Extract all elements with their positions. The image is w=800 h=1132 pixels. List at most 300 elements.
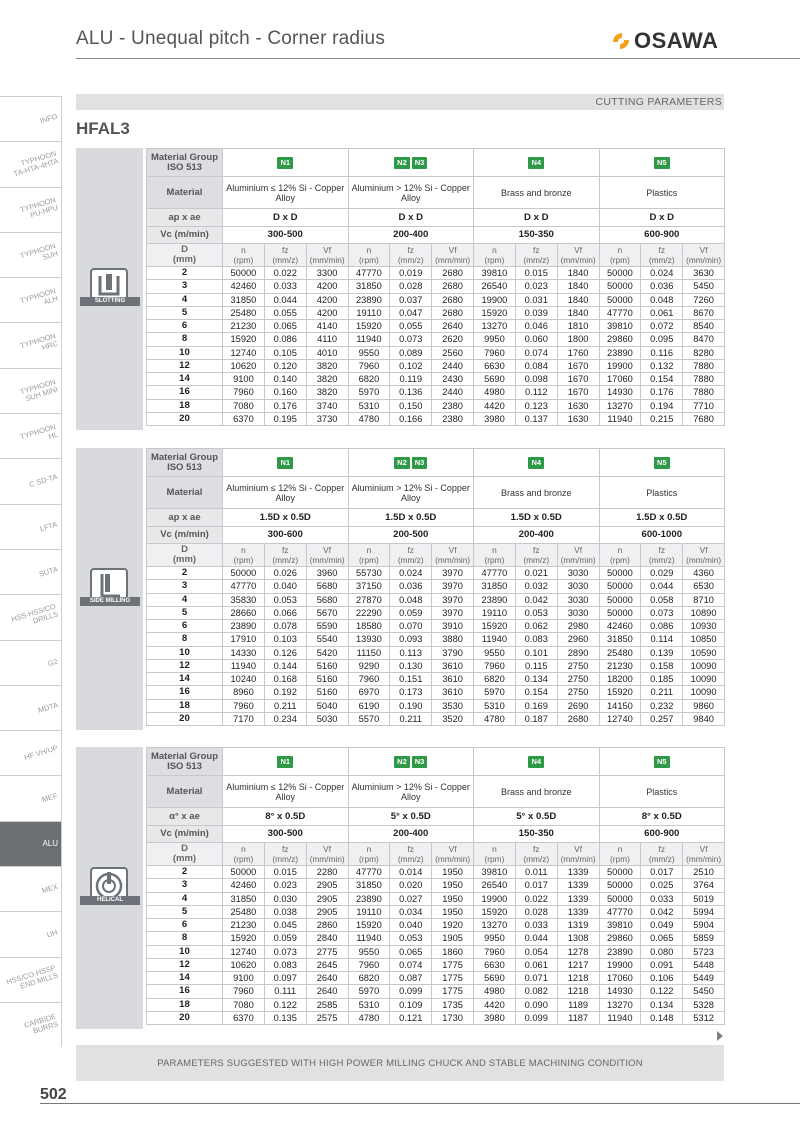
diameter-value: 12	[147, 659, 223, 672]
column-name: fz	[533, 545, 540, 555]
table-cell: 5328	[683, 998, 725, 1011]
tab-g2[interactable]	[0, 640, 62, 685]
table-row	[147, 620, 725, 633]
table-cell: 0.111	[264, 985, 306, 998]
table-cell: 23890	[348, 293, 390, 306]
table-cell: 2560	[432, 346, 474, 359]
table-cell: 3980	[474, 1011, 516, 1024]
operation-label: SIDE MILLING	[80, 597, 140, 606]
table-cell: 39810	[599, 919, 641, 932]
table-cell: 0.132	[641, 359, 683, 372]
tab-label: MEF	[41, 791, 59, 805]
table-cell: 21230	[599, 659, 641, 672]
iso-badge: N5	[654, 756, 670, 768]
diameter-value: 5	[147, 606, 223, 619]
table-cell: 25480	[223, 306, 265, 319]
material-name: Aluminium ≤ 12% Si - Copper Alloy	[223, 477, 349, 509]
table-cell: 8280	[683, 346, 725, 359]
table-cell: 7680	[683, 412, 725, 425]
column-header	[641, 244, 683, 267]
table-cell: 0.176	[641, 386, 683, 399]
table-row	[147, 386, 725, 399]
table-cell: 0.023	[264, 879, 306, 892]
diameter-unit: (mm)	[172, 254, 197, 265]
table-cell: 3820	[306, 373, 348, 386]
table-cell: 50000	[599, 593, 641, 606]
column-unit: (mm/min)	[686, 255, 722, 265]
column-unit: (mm/z)	[397, 854, 424, 864]
table-cell: 7960	[348, 958, 390, 971]
table-row	[147, 280, 725, 293]
table-cell: 0.038	[264, 905, 306, 918]
table-row	[147, 879, 725, 892]
material-name: Plastics	[599, 776, 725, 808]
table-cell: 0.059	[390, 606, 432, 619]
tab-lfta[interactable]	[0, 504, 62, 549]
column-unit: (mm/min)	[686, 854, 722, 864]
material-group-cell	[599, 449, 725, 477]
table-cell: 19900	[599, 359, 641, 372]
column-unit: (rpm)	[359, 255, 379, 265]
vc-value: 300-600	[223, 527, 349, 544]
table-cell: 0.037	[390, 293, 432, 306]
table-cell: 2380	[432, 399, 474, 412]
column-name: Vf	[323, 844, 331, 854]
table-cell: 4110	[306, 333, 348, 346]
page-title: ALU - Unequal pitch - Corner radius	[76, 28, 386, 49]
table-cell: 7710	[683, 399, 725, 412]
table-cell: 10090	[683, 659, 725, 672]
table-cell: 6370	[223, 412, 265, 425]
banner-text: CUTTING PARAMETERS	[595, 96, 722, 108]
tab-carbide[interactable]	[0, 1002, 62, 1047]
iso-badge: N2	[394, 756, 410, 768]
table-cell: 13270	[474, 320, 516, 333]
table-cell: 0.116	[641, 346, 683, 359]
table-cell: 2640	[432, 320, 474, 333]
table-cell: 0.211	[390, 712, 432, 725]
table-cell: 2645	[306, 958, 348, 971]
table-cell: 39810	[599, 320, 641, 333]
table-row	[147, 958, 725, 971]
table-cell: 1217	[557, 958, 599, 971]
table-row	[147, 306, 725, 319]
header-divider	[76, 58, 800, 59]
table-cell: 50000	[599, 879, 641, 892]
table-cell: 0.065	[264, 320, 306, 333]
table-cell: 0.084	[515, 359, 557, 372]
column-unit: (mm/z)	[397, 255, 424, 265]
tab-typhoon[interactable]	[0, 322, 62, 367]
table-cell: 1189	[557, 998, 599, 1011]
tab-label: TYPHOON PU-HPU	[19, 195, 60, 221]
column-unit: (rpm)	[233, 854, 254, 864]
table-cell: 15920	[599, 686, 641, 699]
table-cell: 8710	[683, 593, 725, 606]
table-cell: 0.160	[264, 386, 306, 399]
table-cell: 2575	[306, 1011, 348, 1024]
table-cell: 19900	[474, 892, 516, 905]
table-cell: 0.135	[264, 1011, 306, 1024]
table-cell: 0.086	[641, 620, 683, 633]
tab-typhoon[interactable]	[0, 187, 62, 232]
table-cell: 0.044	[641, 580, 683, 593]
table-cell: 6530	[683, 580, 725, 593]
table-cell: 5723	[683, 945, 725, 958]
material-group-cell	[223, 748, 349, 776]
tab-typhoon[interactable]	[0, 141, 62, 186]
column-name: fz	[658, 844, 665, 854]
table-cell: 1339	[557, 879, 599, 892]
table-cell: 5570	[348, 712, 390, 725]
table-cell: 0.168	[264, 673, 306, 686]
table-cell: 4010	[306, 346, 348, 359]
tab-mdta[interactable]	[0, 685, 62, 730]
tab-mex[interactable]	[0, 866, 62, 911]
tab-label: TYPHOON ALH	[19, 285, 60, 307]
table-cell: 0.083	[515, 633, 557, 646]
table-cell: 2840	[306, 932, 348, 945]
tab-label: LFTA	[39, 519, 59, 534]
depth-value: 1.5D x 0.5D	[599, 509, 725, 527]
table-cell: 1218	[557, 985, 599, 998]
table-cell: 0.017	[515, 879, 557, 892]
diameter-value: 3	[147, 580, 223, 593]
tab-suta[interactable]	[0, 549, 62, 594]
column-header	[306, 244, 348, 267]
table-cell: 31850	[474, 580, 516, 593]
table-cell: 14930	[599, 985, 641, 998]
diameter-header	[147, 244, 223, 267]
column-header	[683, 843, 725, 866]
table-cell: 3820	[306, 359, 348, 372]
column-name: n	[241, 545, 246, 555]
material-label: Material	[147, 477, 223, 509]
table-cell: 0.121	[390, 1011, 432, 1024]
table-cell: 17910	[223, 633, 265, 646]
table-cell: 5312	[683, 1011, 725, 1024]
diameter-value: 20	[147, 712, 223, 725]
table-cell: 0.058	[641, 593, 683, 606]
table-cell: 2905	[306, 892, 348, 905]
column-unit: (rpm)	[233, 255, 254, 265]
table-cell: 17060	[599, 373, 641, 386]
column-header	[223, 544, 265, 567]
section-banner	[76, 94, 724, 110]
table-cell: 1775	[432, 972, 474, 985]
table-cell: 5680	[306, 593, 348, 606]
table-cell: 8540	[683, 320, 725, 333]
tab-label: MDTA	[36, 700, 59, 715]
cutting-parameters-table	[146, 747, 725, 1025]
column-name: Vf	[323, 545, 331, 555]
column-name: Vf	[574, 545, 583, 555]
osawa-logo-icon	[610, 30, 632, 52]
tab-alu[interactable]	[0, 821, 62, 866]
column-name: fz	[658, 245, 665, 255]
diameter-value: 4	[147, 293, 223, 306]
table-cell: 9840	[683, 712, 725, 725]
column-name: n	[241, 844, 246, 854]
table-cell: 14930	[599, 386, 641, 399]
column-header	[432, 544, 474, 567]
table-row	[147, 945, 725, 958]
table-cell: 5310	[474, 699, 516, 712]
tab-typhoon[interactable]	[0, 232, 62, 277]
column-unit: (rpm)	[484, 854, 505, 864]
column-name: n	[617, 844, 623, 854]
column-header	[264, 544, 306, 567]
tab-typhoon[interactable]	[0, 277, 62, 322]
column-name: fz	[282, 545, 289, 555]
series-title: HFAL3	[76, 119, 130, 138]
table-cell: 0.169	[515, 699, 557, 712]
table-cell: 0.136	[390, 386, 432, 399]
table-cell: 26540	[474, 280, 516, 293]
tab-info[interactable]	[0, 96, 62, 141]
vc-value: 200-400	[348, 826, 474, 843]
table-cell: 7960	[223, 386, 265, 399]
column-header	[515, 244, 557, 267]
diameter-value: 6	[147, 919, 223, 932]
diameter-value: 16	[147, 686, 223, 699]
table-cell: 2640	[306, 972, 348, 985]
column-name: Vf	[574, 245, 583, 255]
column-header	[223, 843, 265, 866]
cutting-parameters-table	[146, 148, 725, 426]
table-row	[147, 699, 725, 712]
table-cell: 5160	[306, 673, 348, 686]
table-cell: 1218	[557, 972, 599, 985]
table-cell: 0.019	[390, 267, 432, 280]
table-cell: 1278	[557, 945, 599, 958]
table-cell: 25480	[599, 646, 641, 659]
table-cell: 3030	[557, 606, 599, 619]
table-cell: 1670	[557, 359, 599, 372]
material-label: Material	[147, 177, 223, 209]
table-cell: 2680	[432, 267, 474, 280]
table-cell: 2510	[683, 866, 725, 879]
table-cell: 47770	[599, 306, 641, 319]
depth-value: 5° x 0.5D	[474, 808, 600, 826]
material-group-cell	[599, 149, 725, 177]
logo-text: OSAWA	[634, 28, 719, 53]
iso-badge: N1	[277, 457, 293, 469]
material-group-cell	[599, 748, 725, 776]
table-cell: 10930	[683, 620, 725, 633]
tab-label: HSS/CO-HSSP END MILLS	[5, 963, 60, 992]
table-cell: 7960	[474, 346, 516, 359]
column-unit: (rpm)	[610, 854, 630, 864]
table-cell: 0.151	[390, 673, 432, 686]
table-cell: 1670	[557, 373, 599, 386]
table-cell: 11940	[348, 333, 390, 346]
table-cell: 2440	[432, 386, 474, 399]
tab-hss-hss-co[interactable]	[0, 594, 62, 639]
table-cell: 2680	[432, 293, 474, 306]
table-cell: 0.083	[264, 958, 306, 971]
column-header	[474, 244, 516, 267]
table-row	[147, 359, 725, 372]
column-name: Vf	[574, 844, 583, 854]
table-cell: 47770	[348, 267, 390, 280]
table-cell: 5040	[306, 699, 348, 712]
table-cell: 0.119	[390, 373, 432, 386]
table-cell: 23890	[599, 945, 641, 958]
column-unit: (rpm)	[610, 555, 630, 565]
column-header	[641, 544, 683, 567]
table-cell: 10590	[683, 646, 725, 659]
table-cell: 4200	[306, 306, 348, 319]
material-group-label: Material Group ISO 513	[147, 149, 223, 177]
tab-hss-co-hssp[interactable]	[0, 957, 62, 1002]
column-name: n	[617, 245, 623, 255]
tab-typhoon[interactable]	[0, 413, 62, 458]
table-cell: 6370	[223, 1011, 265, 1024]
tab-typhoon[interactable]	[0, 368, 62, 413]
table-cell: 3610	[432, 659, 474, 672]
table-cell: 3970	[432, 580, 474, 593]
table-cell: 1339	[557, 905, 599, 918]
column-unit: (mm/min)	[435, 854, 471, 864]
column-name: n	[617, 545, 623, 555]
table-cell: 0.099	[390, 985, 432, 998]
table-cell: 9950	[474, 932, 516, 945]
table-cell: 0.234	[264, 712, 306, 725]
table-cell: 42460	[599, 620, 641, 633]
diameter-value: 18	[147, 699, 223, 712]
tab-hf-vh-up[interactable]	[0, 730, 62, 775]
table-cell: 0.065	[390, 945, 432, 958]
table-cell: 50000	[599, 892, 641, 905]
diameter-value: 4	[147, 892, 223, 905]
table-cell: 1339	[557, 892, 599, 905]
table-cell: 2775	[306, 945, 348, 958]
table-cell: 0.086	[264, 333, 306, 346]
depth-value: D x D	[223, 209, 349, 227]
column-name: fz	[658, 545, 665, 555]
table-cell: 0.166	[390, 412, 432, 425]
table-cell: 21230	[223, 320, 265, 333]
next-page-arrow-icon[interactable]	[717, 1031, 723, 1041]
table-cell: 5019	[683, 892, 725, 905]
column-name: fz	[407, 245, 414, 255]
iso-badge: N5	[654, 457, 670, 469]
table-cell: 2980	[557, 620, 599, 633]
table-cell: 19900	[599, 958, 641, 971]
table-cell: 50000	[223, 267, 265, 280]
table-cell: 7960	[474, 659, 516, 672]
column-header	[264, 244, 306, 267]
diameter-header	[147, 843, 223, 866]
diameter-value: 2	[147, 567, 223, 580]
table-cell: 23890	[474, 593, 516, 606]
table-cell: 4420	[474, 998, 516, 1011]
table-cell: 0.047	[390, 306, 432, 319]
column-name: Vf	[699, 545, 708, 555]
table-cell: 25480	[223, 905, 265, 918]
column-header	[474, 544, 516, 567]
tab-mef[interactable]	[0, 775, 62, 820]
table-cell: 0.211	[264, 699, 306, 712]
table-cell: 6630	[474, 958, 516, 971]
diameter-header	[147, 544, 223, 567]
diameter-value: 4	[147, 593, 223, 606]
diameter-label: D	[181, 843, 188, 854]
table-cell: 11150	[348, 646, 390, 659]
table-cell: 6820	[474, 673, 516, 686]
table-cell: 3030	[557, 567, 599, 580]
column-unit: (mm/min)	[309, 255, 345, 265]
table-cell: 1840	[557, 306, 599, 319]
depth-value: 5° x 0.5D	[348, 808, 474, 826]
table-cell: 0.126	[264, 646, 306, 659]
depth-value: 1.5D x 0.5D	[223, 509, 349, 527]
table-cell: 23890	[223, 620, 265, 633]
table-cell: 0.048	[641, 293, 683, 306]
column-unit: (mm/min)	[309, 854, 345, 864]
diameter-value: 2	[147, 866, 223, 879]
table-cell: 0.211	[641, 686, 683, 699]
tab-label: TYPHOON HRC	[19, 331, 60, 353]
table-cell: 0.105	[264, 346, 306, 359]
table-cell: 0.011	[515, 866, 557, 879]
page-number: 502	[40, 1086, 67, 1103]
material-name: Brass and bronze	[474, 177, 600, 209]
column-name: Vf	[448, 844, 457, 854]
table-cell: 3910	[432, 620, 474, 633]
table-cell: 15920	[223, 932, 265, 945]
iso-badge: N4	[528, 756, 544, 768]
diameter-value: 16	[147, 985, 223, 998]
table-cell: 0.022	[264, 267, 306, 280]
table-cell: 5859	[683, 932, 725, 945]
table-row	[147, 320, 725, 333]
table-cell: 0.048	[390, 593, 432, 606]
table-cell: 10850	[683, 633, 725, 646]
table-cell: 7960	[223, 699, 265, 712]
table-row	[147, 892, 725, 905]
material-group-cell	[348, 149, 474, 177]
tab-c-sd-ta[interactable]	[0, 458, 62, 503]
table-cell: 0.025	[641, 879, 683, 892]
table-cell: 3610	[432, 686, 474, 699]
table-cell: 13930	[348, 633, 390, 646]
table-cell: 5030	[306, 712, 348, 725]
table-cell: 5994	[683, 905, 725, 918]
material-group-cell	[348, 449, 474, 477]
table-cell: 2680	[557, 712, 599, 725]
column-header	[515, 843, 557, 866]
table-cell: 11940	[599, 412, 641, 425]
column-unit: (rpm)	[359, 555, 379, 565]
table-row	[147, 399, 725, 412]
material-group-label: Material Group ISO 513	[147, 748, 223, 776]
table-cell: 0.095	[641, 333, 683, 346]
column-name: Vf	[699, 844, 708, 854]
table-cell: 12740	[223, 945, 265, 958]
table-cell: 0.122	[641, 985, 683, 998]
table-cell: 0.215	[641, 412, 683, 425]
table-cell: 50000	[599, 866, 641, 879]
tab-uh[interactable]	[0, 911, 62, 956]
table-cell: 6820	[348, 972, 390, 985]
table-cell: 0.112	[515, 386, 557, 399]
table-cell: 4360	[683, 567, 725, 580]
tab-label: HF VH/UP	[22, 743, 59, 762]
table-cell: 31850	[348, 280, 390, 293]
table-cell: 5450	[683, 985, 725, 998]
